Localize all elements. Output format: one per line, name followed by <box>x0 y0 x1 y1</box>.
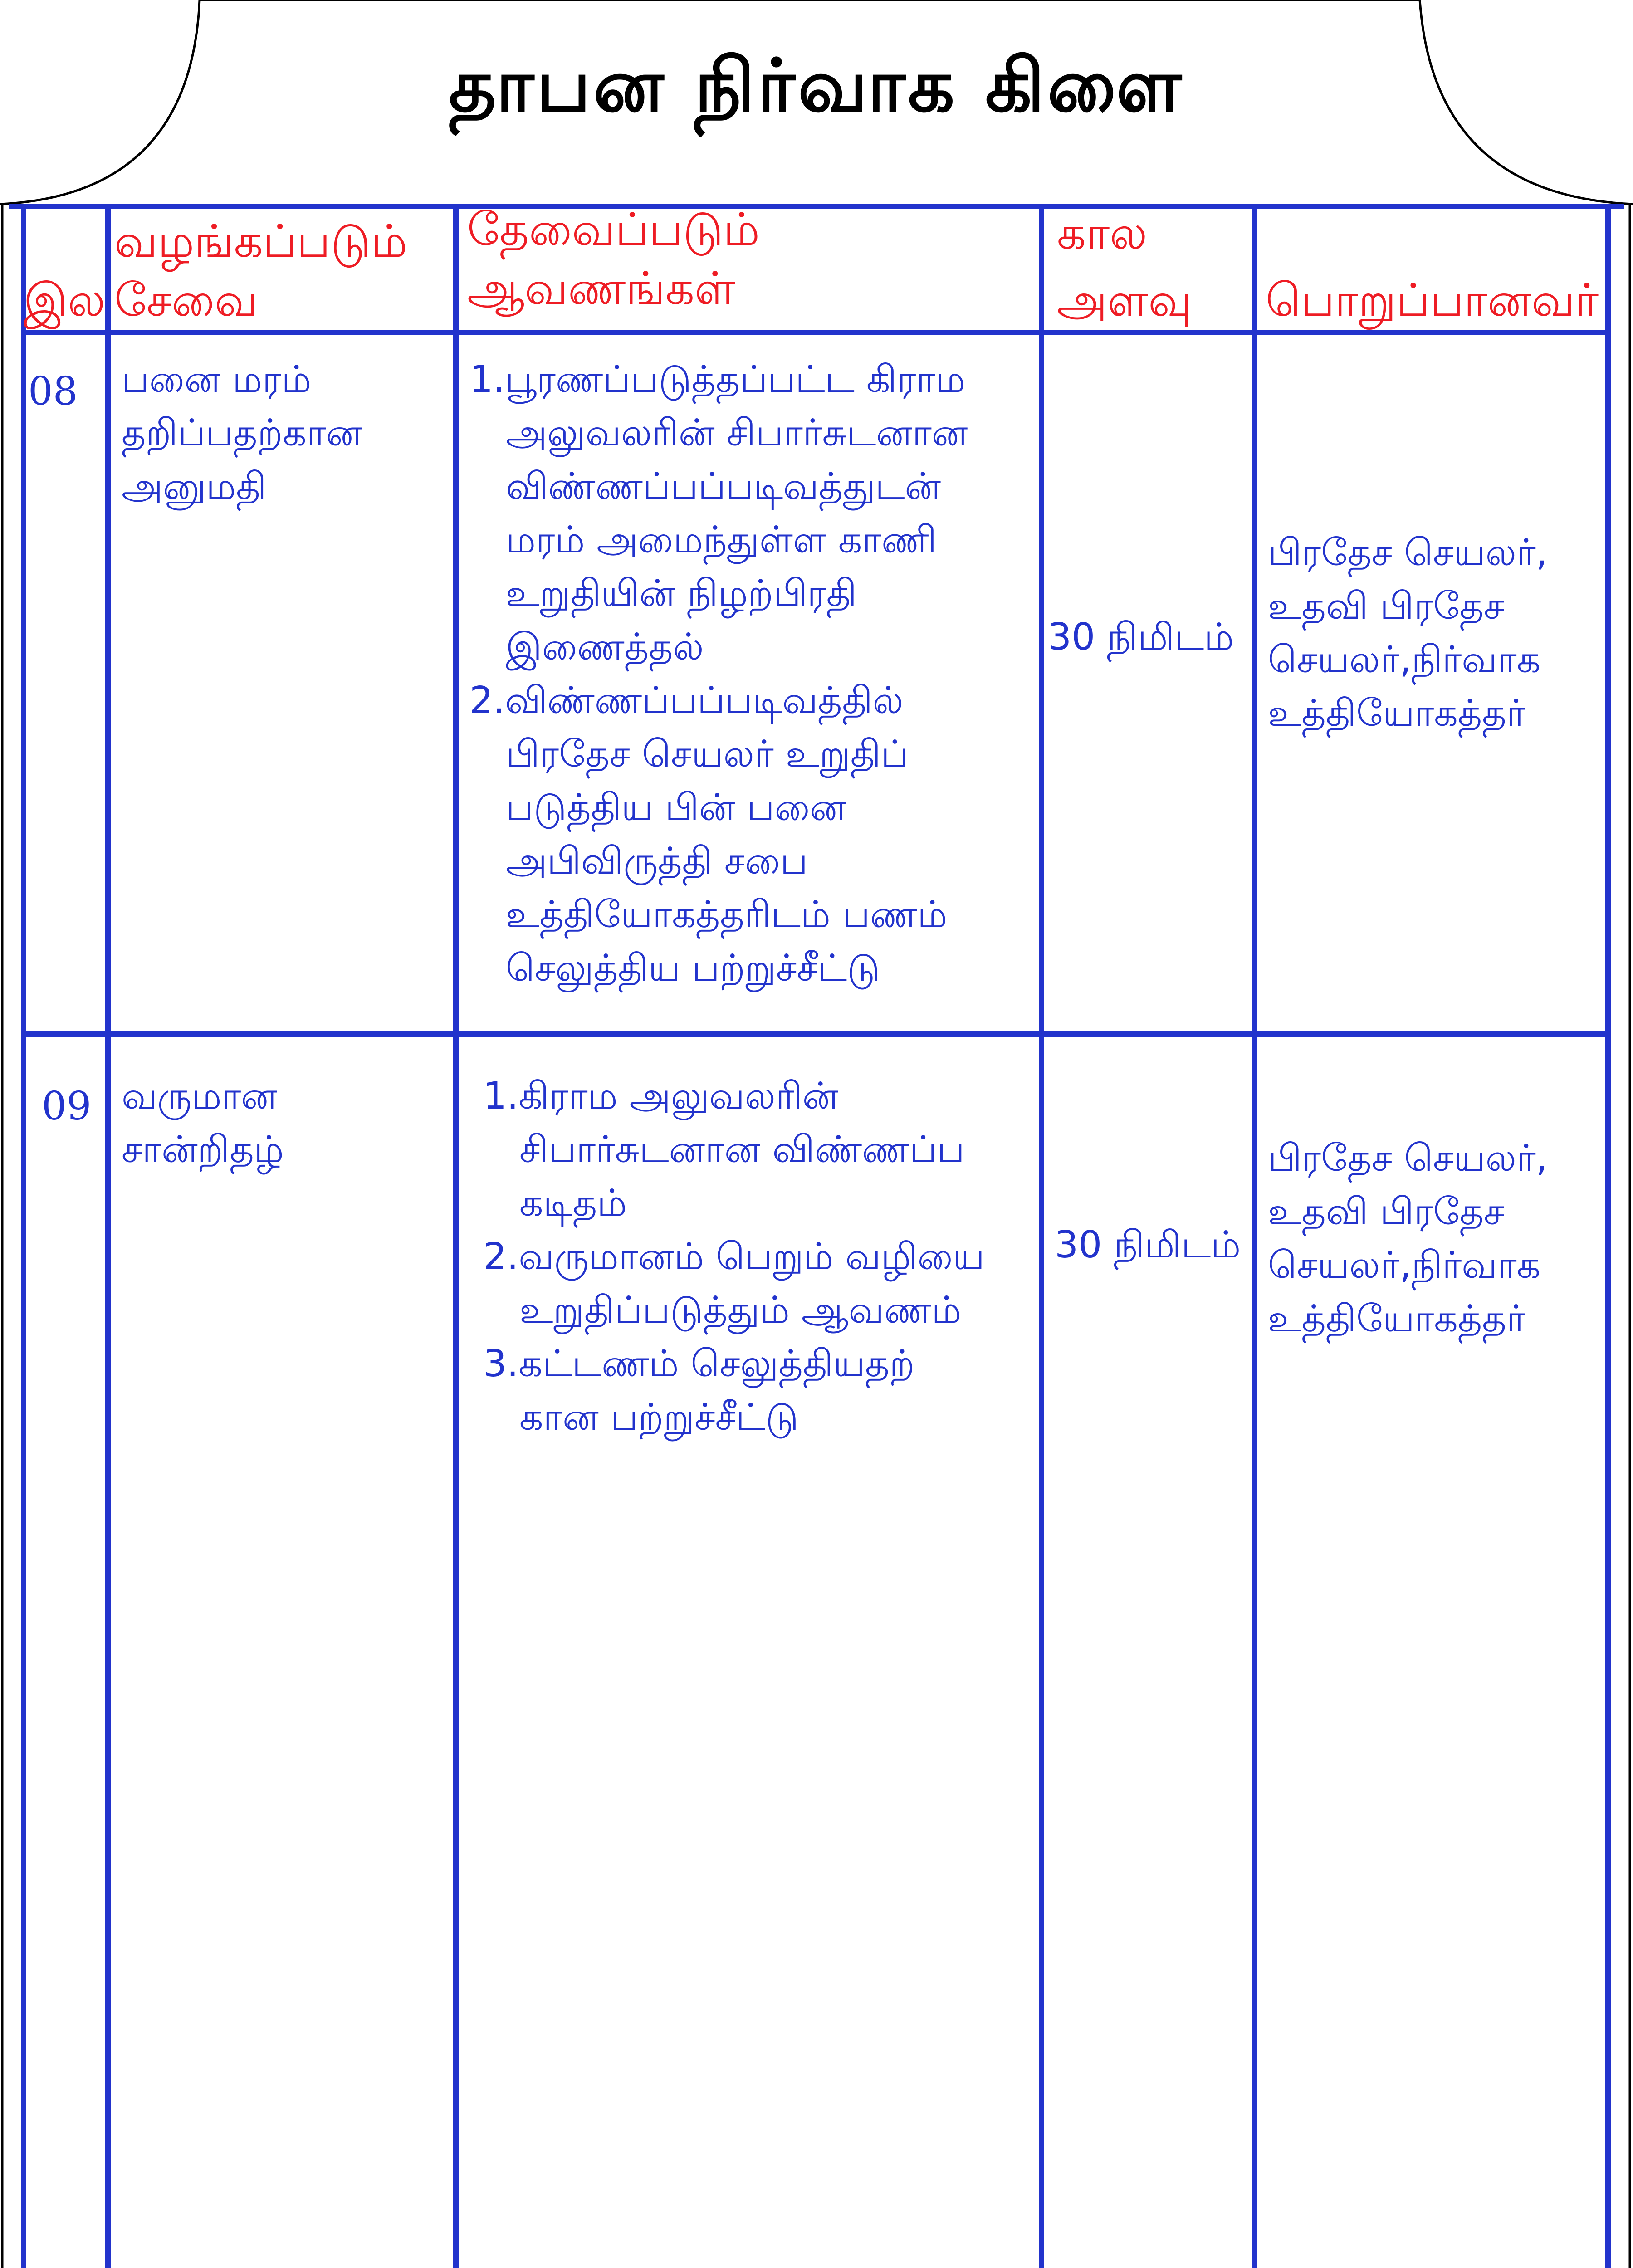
document-line: பிரதேச செயலர் உறுதிப் <box>506 733 909 776</box>
document-line: உறுதிப்படுத்தும் ஆவணம் <box>519 1289 962 1332</box>
document-line: விண்ணப்பப்படிவத்துடன் <box>506 465 941 508</box>
responsible-line: உத்தியோகத்தர் <box>1268 1297 1526 1340</box>
header-service-line2: சேவை <box>114 274 258 327</box>
document-line: அபிவிருத்தி சபை <box>506 840 808 883</box>
responsible-line: செயலர்,நிர்வாக <box>1268 638 1541 681</box>
responsible-line: உத்தியோகத்தர் <box>1268 692 1526 735</box>
document-line: உத்தியோகத்தரிடம் பணம் <box>506 893 948 936</box>
header-documents-line1: தேவைப்படும் <box>467 203 760 256</box>
document-line: 1.கிராம அலுவலரின் <box>483 1075 839 1118</box>
header-time-line2: அளவு <box>1057 274 1192 327</box>
responsible-line: பிரதேச செயலர், <box>1268 1137 1548 1180</box>
header-responsible: பொறுப்பானவர் <box>1266 274 1599 327</box>
service-line: பனை மரம் <box>122 358 312 401</box>
responsible-line: உதவி பிரதேச <box>1268 585 1505 628</box>
document-line: சிபார்சுடனான விண்ணப்ப <box>519 1128 965 1171</box>
document-line: கான பற்றுச்சீட்டு <box>519 1396 799 1439</box>
row-documents <box>483 1070 985 1444</box>
row-responsible <box>1268 526 1548 740</box>
header-documents-line2: ஆவணங்கள் <box>467 262 736 315</box>
row-number: 09 <box>42 1084 92 1129</box>
document-line: உறுதியின் நிழற்பிரதி <box>506 572 857 615</box>
header-service-line1: வழங்கப்படும் <box>114 215 408 268</box>
document-line: அலுவலரின் சிபார்சுடனான <box>506 411 968 455</box>
document-line: 2.விண்ணப்பப்படிவத்தில் <box>469 679 904 722</box>
page-title: தாபன நிர்வாக கிளை <box>449 43 1184 128</box>
header-time-line1: கால <box>1057 206 1148 259</box>
responsible-line: உதவி பிரதேச <box>1268 1190 1505 1233</box>
document-line: மரம் அமைந்துள்ள காணி <box>506 518 937 562</box>
document-line: இணைத்தல் <box>506 626 704 669</box>
responsible-line: பிரதேச செயலர், <box>1268 531 1548 574</box>
document-line: படுத்திய பின் பனை <box>506 786 846 829</box>
row-service <box>122 353 362 513</box>
document-line: செலுத்திய பற்றுச்சீட்டு <box>506 947 880 990</box>
header-number: இல <box>24 274 106 327</box>
row-documents <box>469 353 968 995</box>
row-time: 30 நிமிடம் <box>1055 1223 1241 1266</box>
document-line: 3.கட்டணம் செலுத்தியதற் <box>483 1342 915 1385</box>
service-line: சான்றிதழ் <box>122 1128 284 1171</box>
service-line: அனுமதி <box>122 465 267 508</box>
row-time: 30 நிமிடம் <box>1048 616 1234 659</box>
responsible-line: செயலர்,நிர்வாக <box>1268 1244 1541 1287</box>
service-line: வருமான <box>122 1075 277 1118</box>
document-line: கடிதம் <box>519 1182 627 1225</box>
document-line: 2.வருமானம் பெறும் வழியை <box>483 1235 985 1278</box>
row-responsible <box>1268 1132 1548 1346</box>
row-number: 08 <box>28 369 78 414</box>
row-service <box>122 1070 284 1177</box>
service-line: தறிப்பதற்கான <box>122 411 362 455</box>
document-line: 1.பூரணப்படுத்தப்பட்ட கிராம <box>469 358 966 401</box>
